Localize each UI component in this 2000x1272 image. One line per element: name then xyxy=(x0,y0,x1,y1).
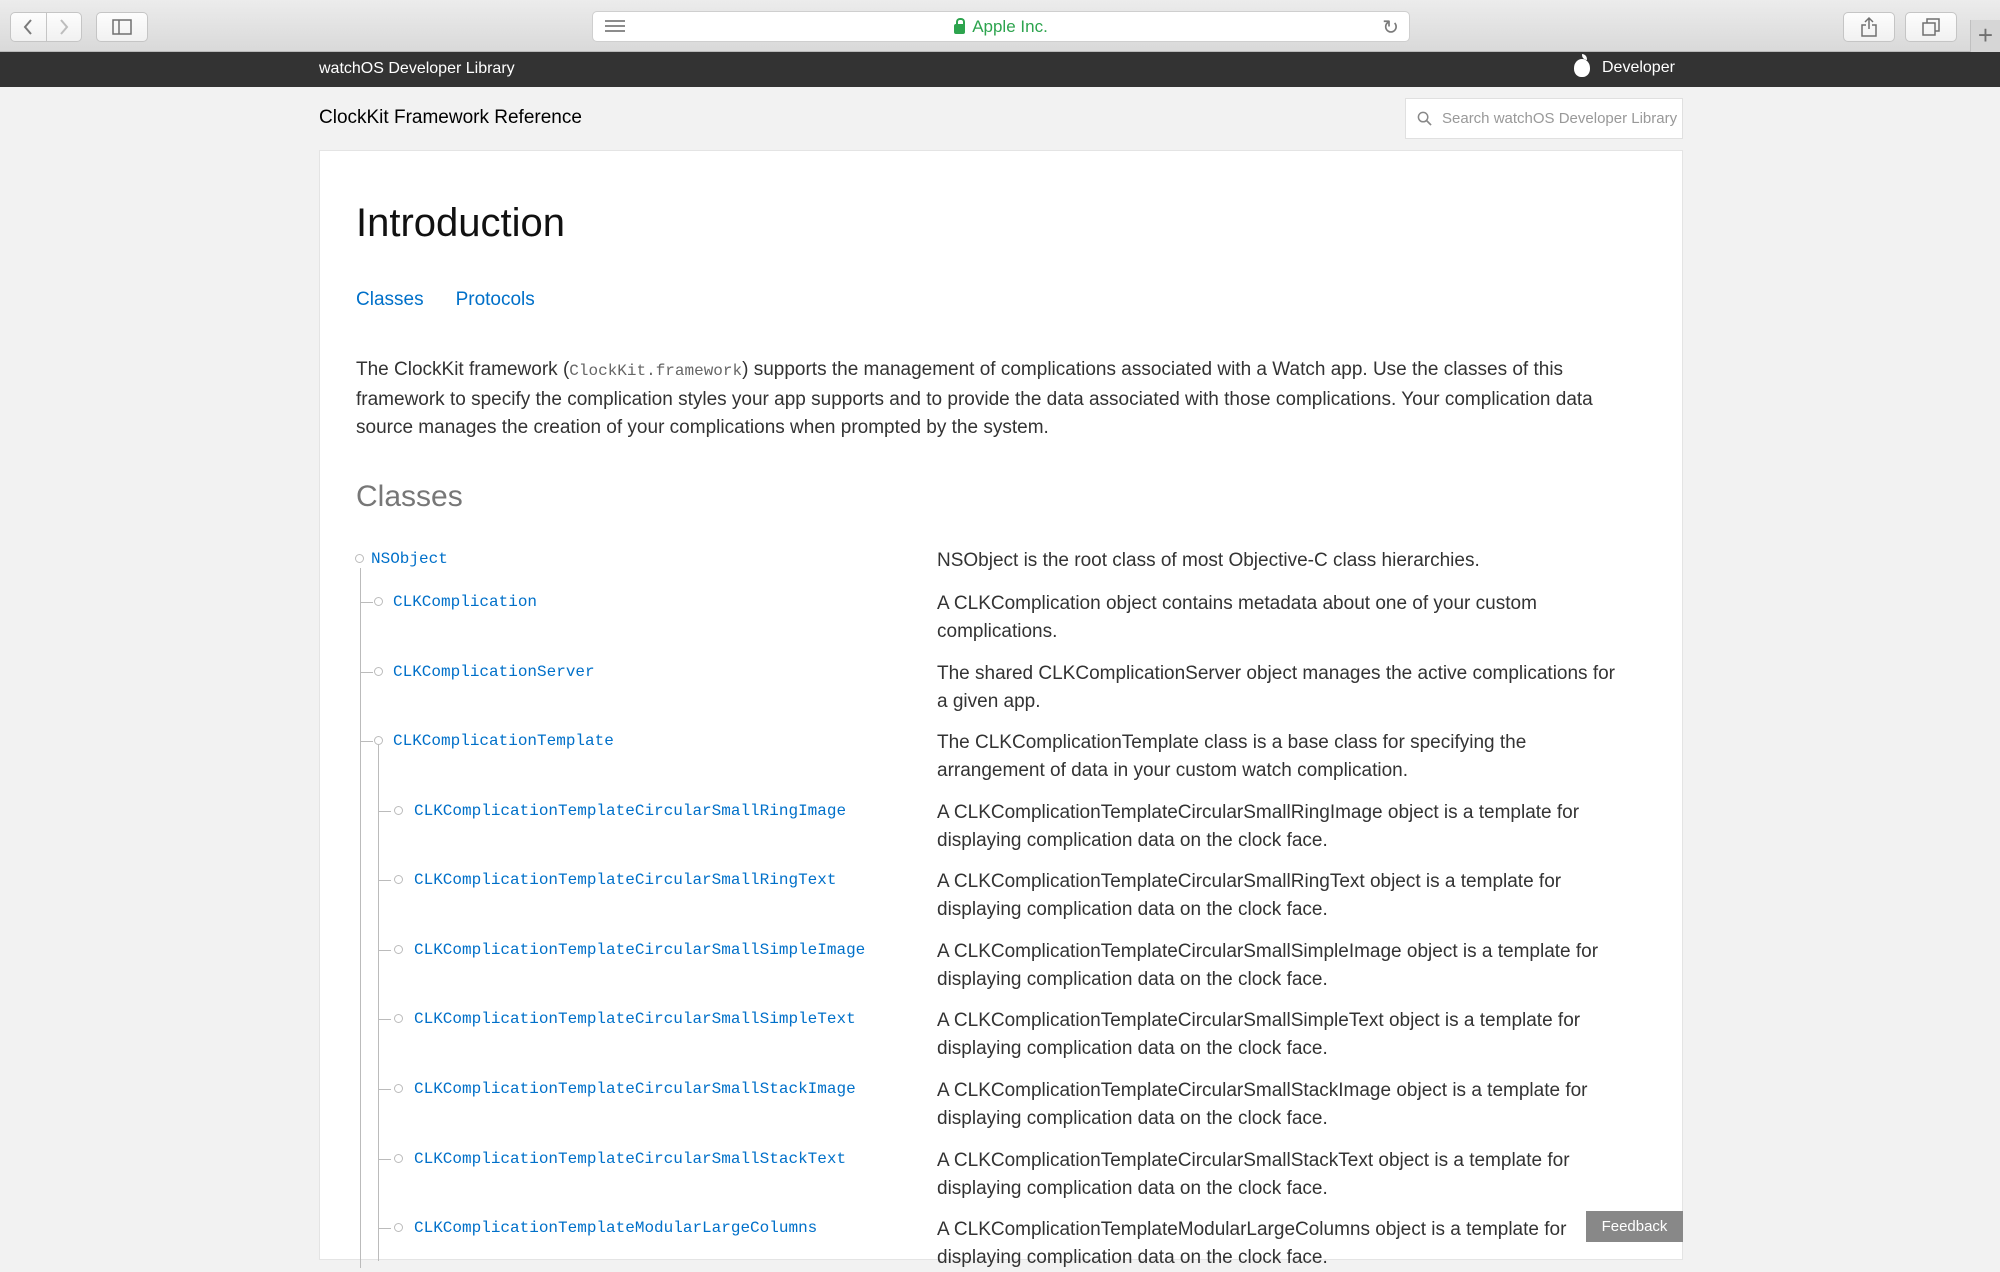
tree-node-icon xyxy=(394,1154,403,1163)
tree-node-icon xyxy=(374,597,383,606)
tree-node-icon xyxy=(355,554,364,563)
class-link-clkcomplicationserver[interactable]: CLKComplicationServer xyxy=(393,663,595,681)
class-link-circularsmallringimage[interactable]: CLKComplicationTemplateCircularSmallRingImage xyxy=(414,802,847,820)
jump-link-classes[interactable]: Classes xyxy=(356,289,424,310)
developer-link[interactable] xyxy=(1574,59,1675,77)
tree-node-icon xyxy=(374,667,383,676)
reader-icon[interactable] xyxy=(605,20,625,34)
class-description: The shared CLKComplicationServer object manages the active complications for a given app. xyxy=(937,663,1615,712)
feedback-button[interactable]: Feedback xyxy=(1586,1211,1683,1242)
tree-node-icon xyxy=(374,736,383,745)
search-box xyxy=(1405,98,1683,139)
class-description: NSObject is the root class of most Objective-C class hierarchies. xyxy=(937,550,1480,571)
class-description: A CLKComplicationTemplateCircularSmallRingText object is a template for displaying complication data on the clock face. xyxy=(937,871,1562,920)
tabs-icon xyxy=(1922,18,1940,36)
class-link-circularsmallsimpletext[interactable]: CLKComplicationTemplateCircularSmallSimpleText xyxy=(414,1010,856,1028)
developer-label: Developer xyxy=(1602,59,1675,76)
content-card xyxy=(319,150,1683,1268)
class-link-modularlargecolumns[interactable]: CLKComplicationTemplateModularLargeColumns xyxy=(414,1219,818,1237)
chevron-left-icon xyxy=(23,19,33,35)
class-description: The CLKComplicationTemplate class is a base class for specifying the arrangement of data in your custom watch complication. xyxy=(937,732,1527,781)
jump-link-protocols[interactable]: Protocols xyxy=(455,289,535,310)
class-description: A CLKComplicationTemplateCircularSmallRingImage object is a template for displaying complication data on the clock face. xyxy=(937,802,1580,851)
lock-icon xyxy=(954,24,965,34)
back-button[interactable] xyxy=(11,13,46,41)
class-link-circularsmallsimpleimage[interactable]: CLKComplicationTemplateCircularSmallSimpleImage xyxy=(414,941,866,959)
intro-code: ClockKit.framework xyxy=(569,362,743,380)
search-input[interactable] xyxy=(1442,110,1682,127)
intro-text-start: The ClockKit framework ( xyxy=(356,359,570,380)
site-header xyxy=(0,52,2000,87)
tree-line-template xyxy=(378,741,379,1261)
library-title-link[interactable]: watchOS Developer Library xyxy=(319,60,515,77)
address-bar[interactable] xyxy=(592,11,1410,42)
reload-icon[interactable]: ↻ xyxy=(1382,17,1399,39)
intro-paragraph xyxy=(356,356,1626,443)
tree-node-icon xyxy=(394,806,403,815)
class-link-circularsmallstacktext[interactable]: CLKComplicationTemplateCircularSmallStackText xyxy=(414,1150,847,1168)
sidebar-toggle-button[interactable] xyxy=(96,12,148,42)
class-link-circularsmallstackimage[interactable]: CLKComplicationTemplateCircularSmallStackImage xyxy=(414,1080,856,1098)
share-button[interactable] xyxy=(1843,12,1895,42)
class-link-clkcomplication[interactable]: CLKComplication xyxy=(393,593,538,611)
tree-node-icon xyxy=(394,1014,403,1023)
tabs-overview-button[interactable] xyxy=(1905,12,1957,42)
tree-node-icon xyxy=(394,875,403,884)
tree-node-icon xyxy=(394,1084,403,1093)
chevron-right-icon xyxy=(59,19,69,35)
classes-heading: Classes xyxy=(356,480,463,513)
page-title: Introduction xyxy=(356,201,566,245)
intro-text-end: ) supports the management of complications associated with a Watch app. Use the classes of this framework to specify the complication styles your app supports and to provide the data associated with those complications. Your complication data source manages the creation of your complications when prompted by the system. xyxy=(356,359,1593,438)
tree-line-root xyxy=(360,568,361,1268)
class-description: A CLKComplicationTemplateCircularSmallSimpleText object is a template for displaying complication data on the clock face. xyxy=(937,1010,1581,1059)
share-icon xyxy=(1861,17,1877,37)
class-link-nsobject[interactable]: NSObject xyxy=(371,550,448,568)
tree-node-icon xyxy=(394,1223,403,1232)
sidebar-icon xyxy=(112,19,132,35)
class-link-clkcomplicationtemplate[interactable]: CLKComplicationTemplate xyxy=(393,732,614,750)
framework-title[interactable]: ClockKit Framework Reference xyxy=(319,107,582,128)
jump-links xyxy=(356,289,535,311)
class-description: A CLKComplicationTemplateCircularSmallStackText object is a template for displaying complication data on the clock face. xyxy=(937,1150,1570,1199)
search-icon xyxy=(1417,111,1432,126)
browser-toolbar xyxy=(0,0,2000,52)
address-host: Apple Inc. xyxy=(972,16,1048,36)
forward-button[interactable] xyxy=(46,13,82,41)
class-link-circularsmallringtext[interactable]: CLKComplicationTemplateCircularSmallRingText xyxy=(414,871,837,889)
class-description: A CLKComplication object contains metadata about one of your custom complications. xyxy=(937,593,1537,642)
navigation-buttons xyxy=(10,12,82,42)
new-tab-button[interactable]: + xyxy=(1970,20,2000,52)
class-description: A CLKComplicationTemplateCircularSmallStackImage object is a template for displaying complication data on the clock face. xyxy=(937,1080,1588,1129)
class-description: A CLKComplicationTemplateModularLargeColumns object is a template for displaying complication data on the clock face. xyxy=(937,1219,1567,1268)
tree-node-icon xyxy=(394,945,403,954)
class-description: A CLKComplicationTemplateCircularSmallSimpleImage object is a template for displaying complication data on the clock face. xyxy=(937,941,1599,990)
apple-logo-icon xyxy=(1574,59,1590,77)
